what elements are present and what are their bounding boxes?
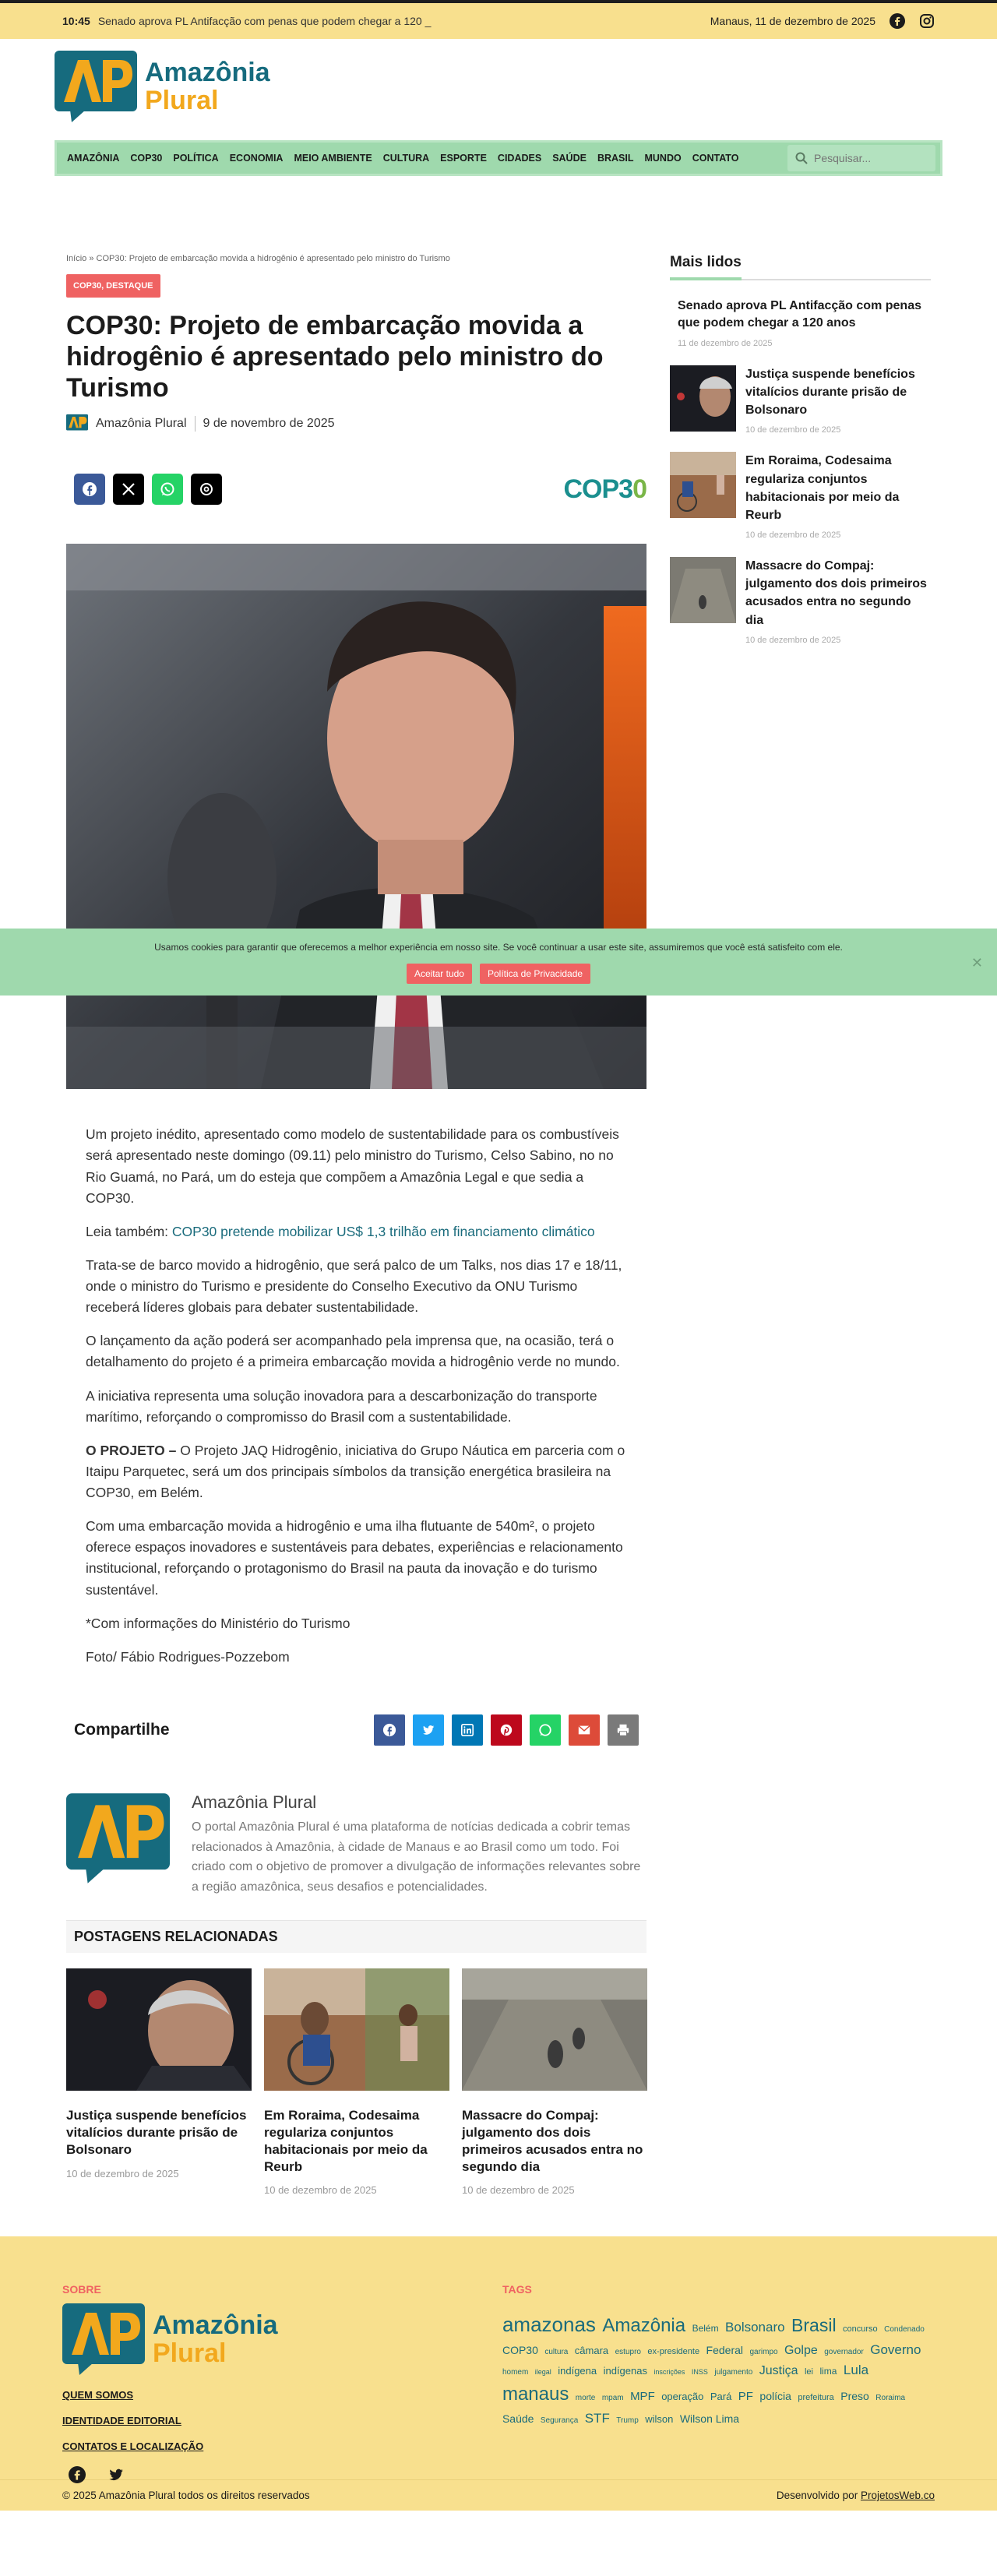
footer-facebook-icon[interactable] (69, 2466, 86, 2487)
paragraph-5-text: O Projeto JAQ Hidrogênio, iniciativa do Grupo Náutica em parceria com o Itaipu Parquetec, será um dos principais símbolos da transição energética brasileira na COP30, em Belém. (86, 1442, 625, 1501)
tag-link[interactable]: indígena (558, 2365, 597, 2377)
tag-link[interactable]: Condenado (884, 2325, 925, 2335)
paragraph-4: A iniciativa representa uma solução inovadora para a descarbonização do transporte marítimo, reforçando o compromisso do Brasil com a sustentabilidade. (86, 1387, 597, 1425)
nav-item-cop30[interactable]: COP30 (130, 153, 163, 164)
cookie-banner (0, 929, 997, 996)
facebook-icon[interactable] (890, 13, 905, 29)
site-header (0, 39, 997, 140)
minister-portrait-image (66, 544, 646, 1089)
tag-cloud (502, 2310, 935, 2429)
sidebar-item-thumbnail (670, 452, 736, 518)
paragraph-1: Um projeto inédito, apresentado como modelo de sustentabilidade para os combustíveis será apresentado neste domingo (09.11) pelo ministro do Turismo, Celso Sabino, no no Rio Guamá, no Pará, um do esteja que compõem a Amazônia Legal e que sedia a COP30. (86, 1126, 619, 1206)
footer-link[interactable]: IDENTIDADE EDITORIAL (62, 2415, 181, 2427)
nav-item-meio-ambiente[interactable]: MEIO AMBIENTE (294, 153, 372, 164)
tag-link[interactable]: prefeitura (798, 2393, 834, 2403)
news-ticker[interactable]: Senado aprova PL Antifacção com penas que podem chegar a 120 _ (97, 15, 432, 27)
accept-cookies-button[interactable]: Aceitar tudo (407, 964, 472, 984)
tag-link[interactable]: Bolsonaro (725, 2320, 785, 2335)
related-post-title[interactable]: Em Roraima, Codesaima regulariza conjuntos habitacionais por meio da Reurb (264, 2108, 428, 2174)
share-facebook-button[interactable] (74, 474, 105, 505)
tag-link[interactable]: mpam (601, 2394, 624, 2403)
paragraph-5 (86, 1440, 627, 1503)
sidebar-top-story[interactable] (670, 298, 931, 348)
related-post-image (264, 1968, 449, 2091)
related-post-date: 10 de dezembro de 2025 (66, 2167, 179, 2180)
tag-link[interactable]: INSS (691, 2368, 708, 2377)
tag-link[interactable]: lima (819, 2366, 837, 2377)
share-twitter-button[interactable] (413, 1714, 444, 1746)
tag-link[interactable]: homem (502, 2368, 529, 2377)
meta-divider (195, 416, 196, 432)
related-post-title[interactable]: Massacre do Compaj: julgamento dos dois primeiros acusados entra no segundo dia (462, 2108, 643, 2174)
hero-image (66, 544, 646, 1089)
tag-link[interactable]: morte (575, 2394, 596, 2403)
search-icon (795, 152, 808, 164)
read-also-link[interactable]: COP30 pretende mobilizar US$ 1,3 trilhão em financiamento climático (171, 1223, 595, 1239)
author-box-logo-icon (66, 1792, 170, 1884)
sidebar-item-date: 10 de dezembro de 2025 (745, 635, 841, 645)
tag-link[interactable]: governador (824, 2348, 864, 2357)
sidebar-item-title[interactable]: Senado aprova PL Antifacção com penas que podem chegar a 120 anos (678, 299, 921, 330)
copyright-text: © 2025 Amazônia Plural todos os direitos reservados (62, 2490, 310, 2502)
share-facebook-button[interactable] (374, 1714, 405, 1746)
nav-item-política[interactable]: POLÍTICA (173, 153, 219, 164)
tag-link[interactable]: indígenas (603, 2365, 647, 2377)
tag-link[interactable]: garimpo (749, 2348, 778, 2357)
tag-link[interactable]: operação (661, 2391, 704, 2403)
paragraph-5-lead: O PROJETO – (86, 1442, 177, 1458)
twitter-icon (421, 1723, 435, 1737)
share-email-button[interactable] (569, 1714, 600, 1746)
nav-item-cultura[interactable]: CULTURA (382, 153, 430, 164)
publish-date: 9 de novembro de 2025 (203, 417, 335, 431)
tag-link[interactable]: Belém (692, 2323, 719, 2335)
footer-logo[interactable] (62, 2303, 296, 2375)
paragraph-3: O lançamento da ação poderá ser acompanhado pela imprensa que, na ocasião, terá o detalhamento do projeto é a primeira embarcação movida a hidrogênio verde no mundo. (86, 1333, 620, 1370)
tag-link[interactable]: wilson (645, 2413, 674, 2426)
tag-link[interactable]: PF (738, 2390, 753, 2404)
sidebar-item-date: 11 de dezembro de 2025 (678, 338, 773, 348)
tag-link[interactable]: Golpe (784, 2344, 818, 2358)
tag-link[interactable]: Lula (843, 2363, 869, 2378)
tag-link[interactable]: Brasil (791, 2315, 837, 2336)
nav-item-brasil[interactable]: BRASIL (597, 153, 634, 164)
tag-link[interactable]: lei (804, 2367, 813, 2377)
share-pinterest-button[interactable] (491, 1714, 522, 1746)
share-whatsapp-button[interactable] (152, 474, 183, 505)
sidebar-item-title[interactable]: Em Roraima, Codesaima regulariza conjuntos habitacionais por meio da Reurb (745, 454, 900, 522)
main-nav (55, 140, 942, 176)
sidebar-item-date: 10 de dezembro de 2025 (745, 425, 841, 435)
share-threads-button[interactable] (191, 474, 222, 505)
sidebar-item-title[interactable]: Justiça suspende benefícios vitalícios durante prisão de Bolsonaro (745, 367, 915, 418)
related-post-card[interactable] (264, 1968, 449, 2196)
tag-link[interactable]: Roraima (875, 2394, 906, 2403)
tag-link[interactable]: COP30 (502, 2344, 538, 2357)
tag-link[interactable]: Preso (840, 2390, 869, 2403)
nav-item-amazônia[interactable]: AMAZÔNIA (67, 153, 120, 164)
author-box-bio: O portal Amazônia Plural é uma plataforma de notícias dedicada a cobrir temas relacionados à Amazônia, à cidade de Manaus e ao Brasil como um todo. Foi criado com o objetivo de promover a divulgação de informações relevantes sobre a região amazônica, seus desafios e potencialidades. (192, 1820, 641, 1894)
paragraph-7: *Com informações do Ministério do Turismo (86, 1615, 351, 1631)
related-post-date: 10 de dezembro de 2025 (462, 2184, 575, 2197)
search-input[interactable] (814, 152, 923, 164)
tag-link[interactable]: MPF (630, 2390, 655, 2404)
photo-credit: Foto/ Fábio Rodrigues-Pozzebom (86, 1648, 290, 1665)
cop30-logo-text: COP3 (563, 474, 633, 504)
tag-link[interactable]: Saúde (502, 2412, 534, 2426)
sidebar-item[interactable] (670, 452, 931, 540)
nav-item-mundo[interactable]: MUNDO (644, 153, 682, 164)
close-icon[interactable]: ✕ (971, 955, 983, 971)
current-date: Manaus, 11 de dezembro de 2025 (710, 15, 875, 27)
tag-link[interactable]: Segurança (540, 2416, 579, 2426)
tag-link[interactable]: estupro (615, 2348, 641, 2357)
related-posts (66, 1968, 646, 2196)
sidebar-item-thumbnail (670, 557, 736, 623)
nav-item-contato[interactable]: CONTATO (692, 153, 739, 164)
tag-link[interactable]: Federal (706, 2344, 743, 2357)
category-badge[interactable]: COP30, DESTAQUE (66, 274, 160, 298)
whatsapp-icon (538, 1723, 552, 1737)
cookie-text: Usamos cookies para garantir que oferecemos a melhor experiência em nosso site. Se você continuar a usar este site, assumiremos que você está satisfeito com ele. (154, 942, 843, 953)
site-logo[interactable] (55, 51, 288, 122)
author-link[interactable]: Amazônia Plural (96, 417, 187, 431)
logo-line-1: Amazônia (153, 2310, 278, 2341)
nav-item-cidades[interactable]: CIDADES (497, 153, 542, 164)
tag-link[interactable]: Justiça (759, 2364, 798, 2378)
tag-link[interactable]: Wilson Lima (679, 2412, 740, 2426)
read-also (86, 1221, 627, 1242)
printer-icon (616, 1723, 630, 1737)
sidebar-item-thumbnail (670, 365, 736, 432)
threads-icon (199, 482, 213, 496)
sidebar-item-date: 10 de dezembro de 2025 (745, 530, 841, 541)
share-row-top (74, 466, 646, 513)
article (66, 254, 646, 2196)
nav-item-saúde[interactable]: SAÚDE (552, 153, 587, 164)
logo-line-1: Amazônia (145, 58, 270, 87)
email-icon (577, 1723, 591, 1737)
search-box (787, 145, 935, 171)
tag-link[interactable]: inscrições (654, 2368, 685, 2377)
tag-link[interactable]: ilegal (534, 2368, 551, 2377)
tag-link[interactable]: ex-presidente (647, 2347, 700, 2357)
footer (0, 2236, 997, 2479)
article-body (66, 1089, 646, 1668)
tag-link[interactable]: Amazônia (602, 2315, 686, 2337)
tag-link[interactable]: manaus (502, 2384, 569, 2405)
tag-link[interactable]: Pará (710, 2391, 732, 2403)
developer-link[interactable]: ProjetosWeb.co (860, 2490, 935, 2502)
nav-item-esporte[interactable]: ESPORTE (440, 153, 487, 164)
related-post-title[interactable]: Justiça suspende benefícios vitalícios durante prisão de Bolsonaro (66, 2108, 247, 2157)
author-avatar-icon (66, 413, 88, 435)
instagram-icon[interactable] (919, 13, 935, 29)
whatsapp-icon (160, 481, 175, 497)
tag-link[interactable]: Trump (616, 2416, 639, 2426)
tag-link[interactable]: câmara (574, 2345, 609, 2357)
privacy-policy-button[interactable]: Política de Privacidade (480, 964, 590, 984)
share-row-bottom (74, 1714, 639, 1746)
related-post-card[interactable] (66, 1968, 252, 2196)
share-linkedin-button[interactable] (452, 1714, 483, 1746)
logo-mark-icon (62, 2303, 145, 2375)
share-title: Compartilhe (74, 1720, 170, 1739)
article-title: COP30: Projeto de embarcação movida a hidrogênio é apresentado pelo ministro do Turismo (66, 311, 604, 403)
print-button[interactable] (608, 1714, 639, 1746)
sidebar-item[interactable] (670, 557, 931, 645)
developer-credit-label: Desenvolvido por (776, 2490, 861, 2502)
tag-link[interactable]: cultura (544, 2348, 569, 2357)
facebook-icon (382, 1723, 396, 1737)
footer-about-label: SOBRE (62, 2283, 101, 2296)
author-box-name[interactable]: Amazônia Plural (192, 1792, 317, 1812)
developer-credit (777, 2490, 935, 2501)
related-post-date: 10 de dezembro de 2025 (264, 2184, 377, 2197)
top-bar (0, 0, 997, 39)
pinterest-icon (499, 1723, 513, 1737)
breadcrumb[interactable]: Início » COP30: Projeto de embarcação movida a hidrogênio é apresentado pelo ministro do Turismo (66, 254, 450, 263)
logo-mark-icon (55, 51, 137, 122)
footer-twitter-icon[interactable] (107, 2466, 125, 2487)
tag-link[interactable]: Governo (870, 2342, 921, 2358)
logo-line-2: Plural (145, 86, 219, 115)
article-meta (66, 413, 646, 435)
footer-link[interactable]: QUEM SOMOS (62, 2389, 134, 2402)
sidebar-title: Mais lidos (670, 254, 931, 280)
cop30-logo-zero: 0 (632, 474, 646, 504)
facebook-icon (82, 481, 97, 497)
share-x-button[interactable] (113, 474, 144, 505)
sidebar (670, 254, 931, 2196)
sidebar-item-title[interactable]: Massacre do Compaj: julgamento dos dois primeiros acusados entra no segundo dia (745, 559, 927, 627)
tag-link[interactable]: concurso (843, 2324, 878, 2335)
paragraph-2: Trata-se de barco movido a hidrogênio, que será palco de um Talks, nos dias 17 e 18/11, onde o ministro do Turismo e presidente do Conselho Executivo da ONU Turismo receberá líderes globais para debater sustentabilidade. (86, 1256, 622, 1316)
paragraph-6: Com uma embarcação movida a hidrogênio e uma ilha flutuante de 540m², o projeto oferece espaços inovadores e sustentáveis para debates, experiências e relacionamento institucional, reforçando o protagonismo do Brasil na pauta da inovação e do turismo sustentável. (86, 1518, 623, 1598)
related-post-card[interactable] (462, 1968, 647, 2196)
sidebar-item[interactable] (670, 365, 931, 435)
cop30-logo (563, 474, 646, 505)
tag-link[interactable]: amazonas (502, 2313, 596, 2337)
nav-item-economia[interactable]: ECONOMIA (229, 153, 284, 164)
share-whatsapp-button[interactable] (530, 1714, 561, 1746)
footer-tags-label: TAGS (502, 2283, 532, 2296)
tag-link[interactable]: STF (584, 2411, 610, 2426)
main-layout (0, 254, 997, 2196)
footer-link[interactable]: CONTATOS E LOCALIZAÇÃO (62, 2440, 204, 2453)
read-also-label: Leia também: (86, 1223, 172, 1239)
related-post-image (462, 1968, 647, 2091)
related-posts-heading: POSTAGENS RELACIONADAS (66, 1920, 646, 1953)
logo-line-2: Plural (153, 2338, 227, 2369)
tag-link[interactable]: julgamento (714, 2368, 753, 2377)
clock: 10:45 (62, 15, 90, 27)
linkedin-icon (460, 1723, 474, 1737)
related-post-image (66, 1968, 252, 2091)
tag-link[interactable]: polícia (759, 2390, 791, 2403)
x-icon (122, 482, 136, 496)
author-box (66, 1792, 646, 1897)
